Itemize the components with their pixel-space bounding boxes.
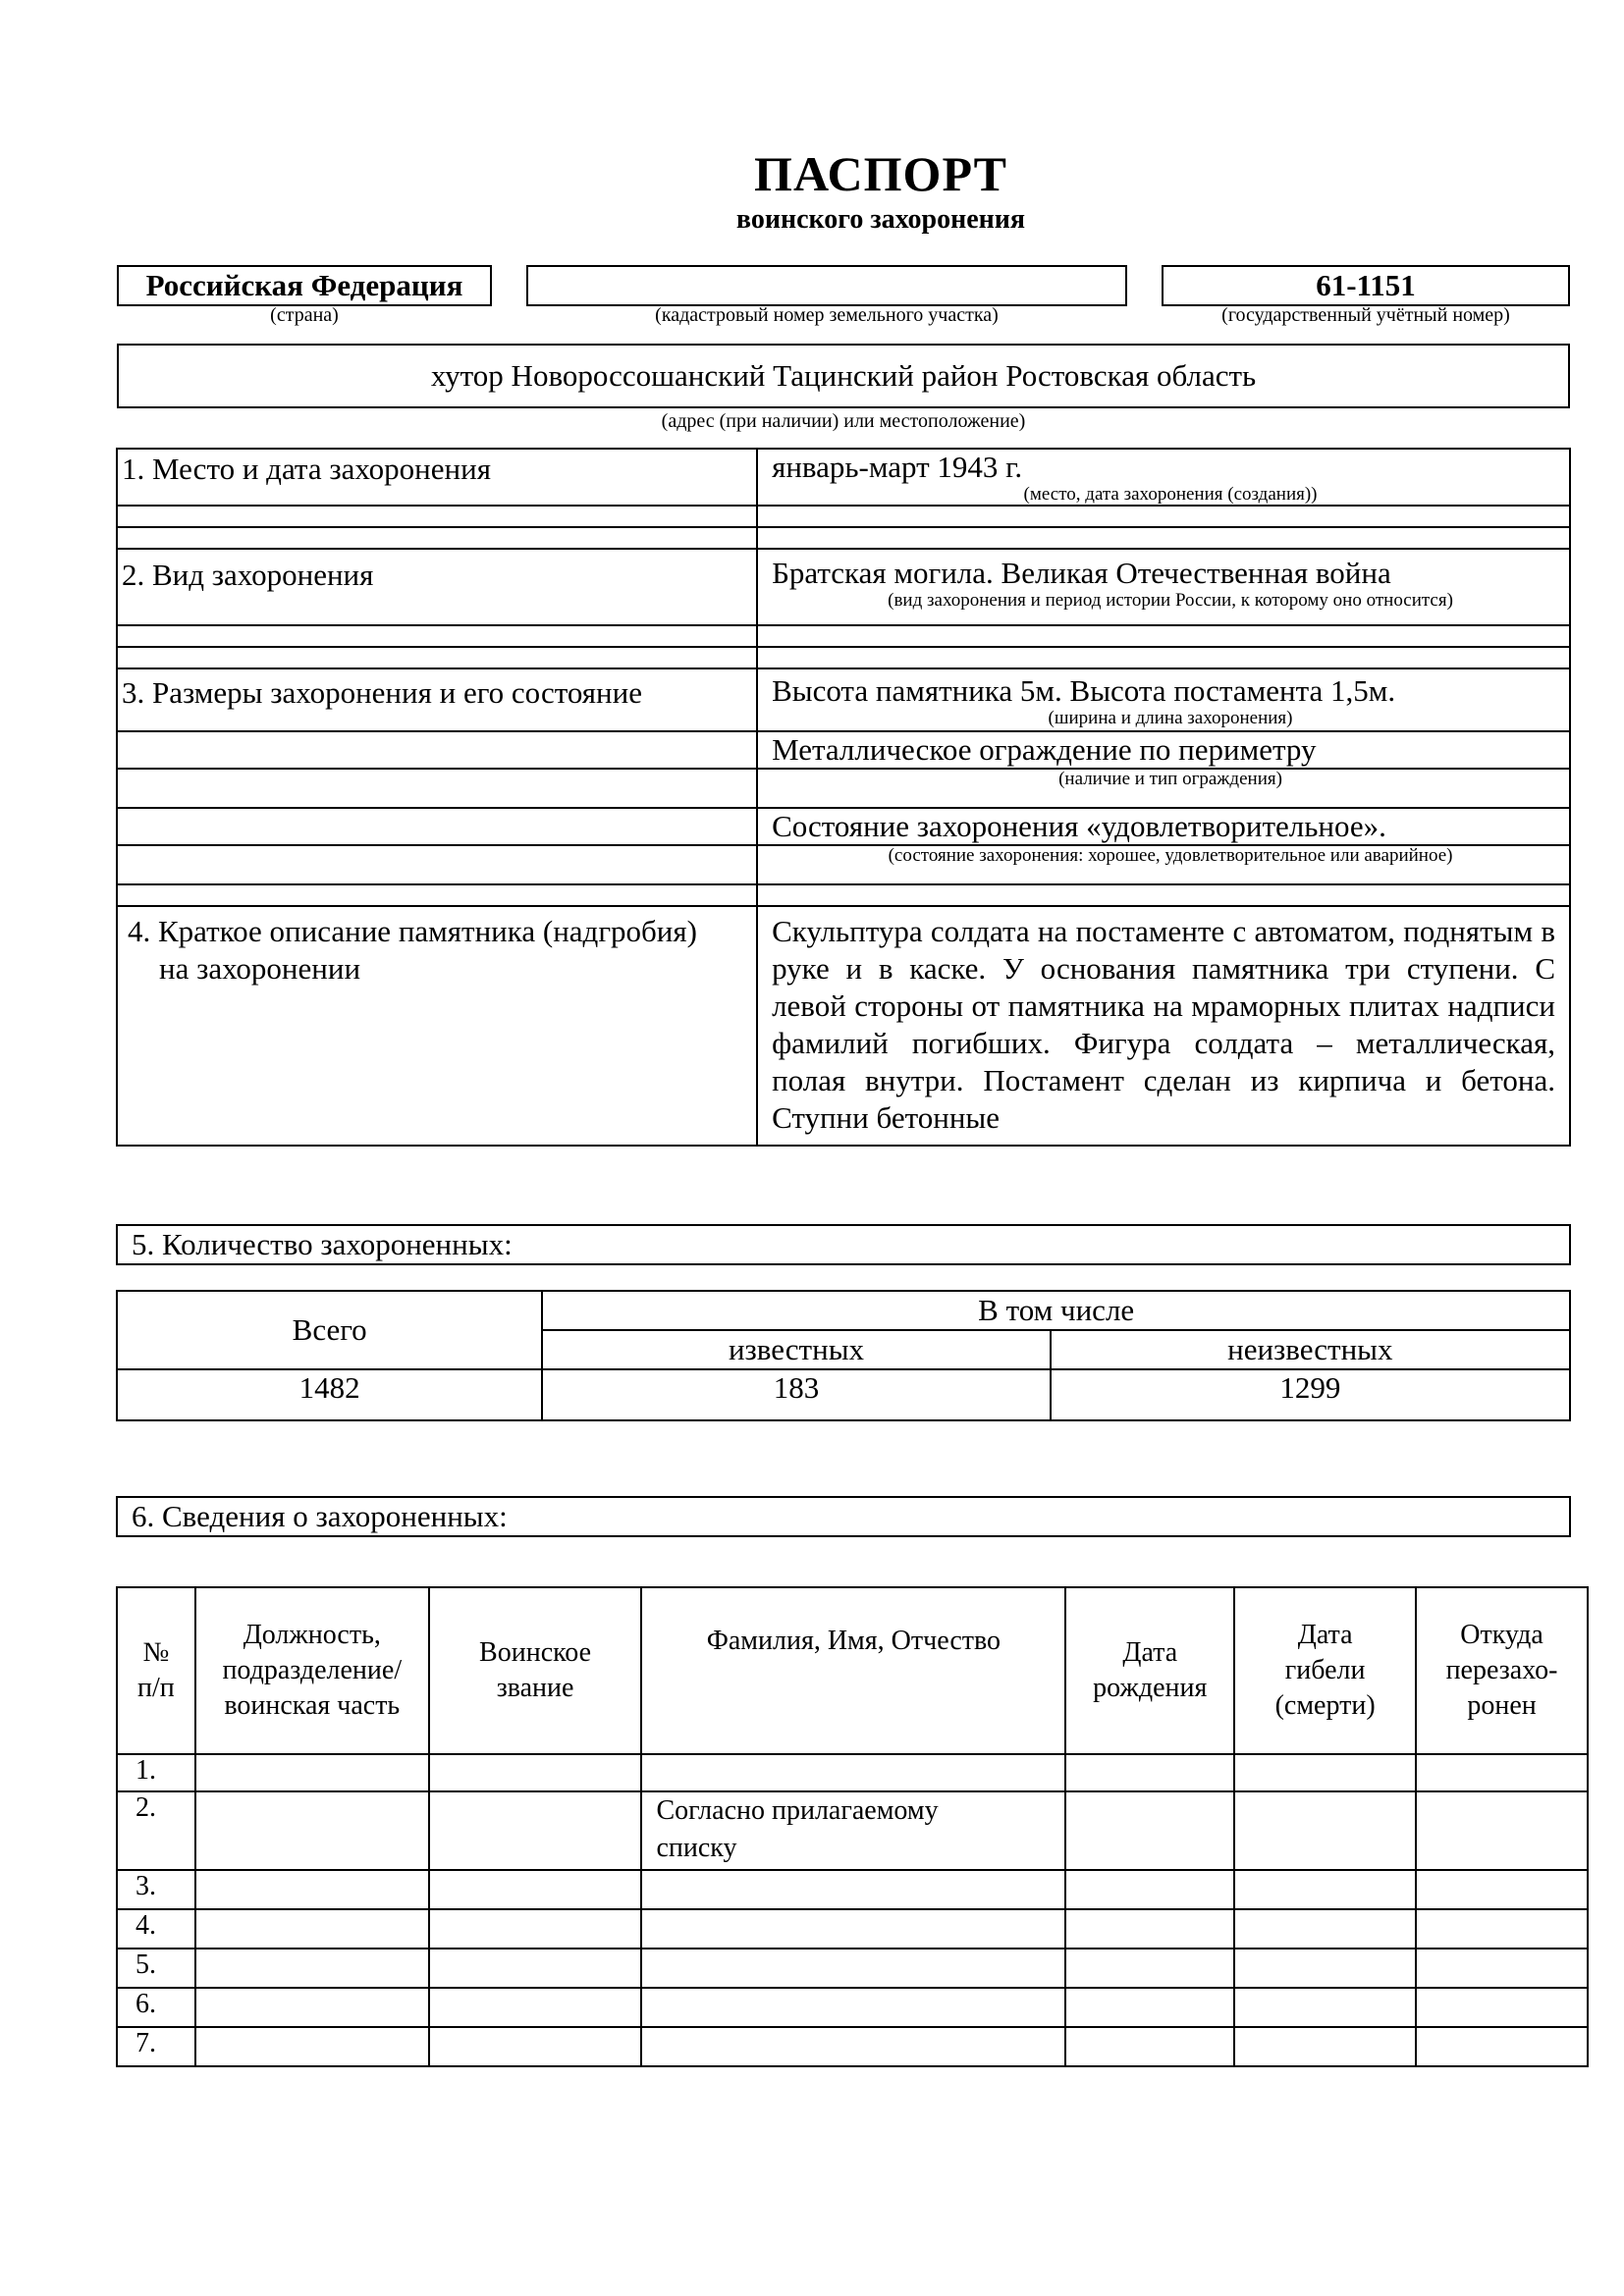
fence-caption: (наличие и тип ограждения) (757, 769, 1570, 808)
empty-cell (117, 808, 757, 845)
page-subtitle: воинского захоронения (735, 204, 1026, 235)
empty-cell (117, 845, 757, 884)
empty-cell (117, 884, 757, 906)
condition-value: Состояние захоронения «удовлетворительное». (757, 808, 1570, 845)
known-header: известных (542, 1330, 1050, 1369)
registration-field: 61-1151 (1162, 265, 1570, 306)
count-table (116, 1290, 1571, 1421)
known-value: 183 (542, 1369, 1050, 1420)
table-row: 6. (117, 1988, 1588, 2027)
empty-cell (117, 506, 757, 527)
place-value: январь-март 1943 г. (место, дата захоронения (создания)) (757, 449, 1570, 506)
type-label: 2. Вид захоронения (117, 549, 757, 625)
table-row: 3. (117, 1870, 1588, 1909)
country-caption: (страна) (270, 304, 339, 326)
table-row: 5. (117, 1949, 1588, 1988)
total-header: Всего (117, 1291, 542, 1369)
unknown-value: 1299 (1051, 1369, 1570, 1420)
empty-cell (757, 647, 1570, 668)
total-value: 1482 (117, 1369, 542, 1420)
empty-cell (757, 884, 1570, 906)
col-header-position: Должность, подразделение/ воинская часть (195, 1587, 429, 1754)
empty-cell (757, 625, 1570, 647)
desc-label: 4. Краткое описание памятника (надгробия) на захоронении (117, 906, 757, 1146)
col-header-birth: Дата рождения (1065, 1587, 1234, 1754)
address-field: хутор Новороссошанский Тацинский район Ростовская область (117, 344, 1570, 408)
col-header-fio: Фамилия, Имя, Отчество (641, 1587, 1065, 1754)
desc-value: Скульптура солдата на постаменте с автоматом, поднятым в руке и в каске. У основания памятника три ступени. С левой стороны от памятника на мраморных плитах надписи фамилий погибших. Фигура солдата – металлическая, полая внутри. Постамент сделан из кирпича и бетона. Ступни бетонные (757, 906, 1570, 1146)
buried-section-label: 6. Сведения о захороненных: (116, 1496, 1571, 1537)
empty-cell (117, 527, 757, 549)
cadastral-caption: (кадастровый номер земельного участка) (655, 304, 999, 326)
empty-cell (117, 731, 757, 769)
empty-cell (117, 647, 757, 668)
registration-caption: (государственный учётный номер) (1221, 304, 1510, 326)
page-title: ПАСПОРТ (754, 146, 1007, 201)
unknown-header: неизвестных (1051, 1330, 1570, 1369)
table-row: 4. (117, 1909, 1588, 1949)
col-header-rank: Воинское звание (429, 1587, 642, 1754)
table-row: 2. Согласно прилагаемому списку (117, 1791, 1588, 1870)
empty-cell (117, 769, 757, 808)
empty-cell (117, 625, 757, 647)
buried-table (116, 1586, 1589, 2067)
col-header-death: Дата гибели (смерти) (1234, 1587, 1416, 1754)
country-field: Российская Федерация (117, 265, 492, 306)
including-header: В том числе (542, 1291, 1570, 1330)
info-table (116, 448, 1571, 1147)
empty-cell (757, 506, 1570, 527)
fence-value: Металлическое ограждение по периметру (757, 731, 1570, 769)
table-row: 7. (117, 2027, 1588, 2066)
count-section-label: 5. Количество захороненных: (116, 1224, 1571, 1265)
size-label: 3. Размеры захоронения и его состояние (117, 668, 757, 731)
col-header-num: № п/п (117, 1587, 195, 1754)
condition-caption: (состояние захоронения: хорошее, удовлетворительное или аварийное) (757, 845, 1570, 884)
cadastral-field (526, 265, 1127, 306)
col-header-origin: Откуда перезахо-ронен (1416, 1587, 1588, 1754)
address-caption: (адрес (при наличии) или местоположение) (661, 410, 1026, 432)
size-value: Высота памятника 5м. Высота постамента 1,5м. (ширина и длина захоронения) (757, 668, 1570, 731)
type-value: Братская могила. Великая Отечественная война (вид захоронения и период истории России, к которому оно относится) (757, 549, 1570, 625)
place-label: 1. Место и дата захоронения (117, 449, 757, 506)
empty-cell (757, 527, 1570, 549)
table-row: 1. (117, 1754, 1588, 1791)
